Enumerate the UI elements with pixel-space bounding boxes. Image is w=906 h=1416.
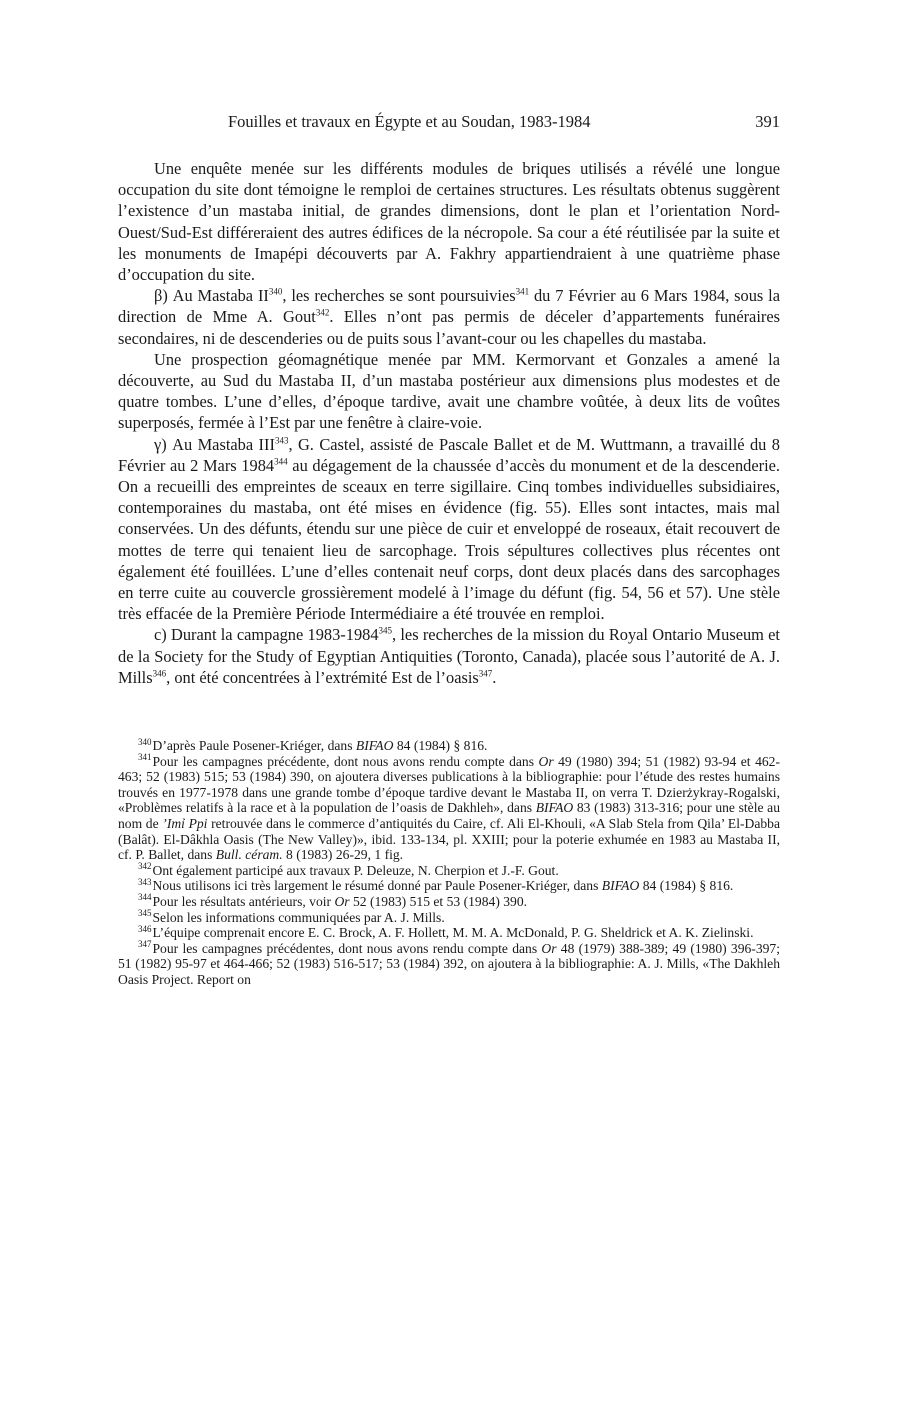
paragraph-campagne: c) Durant la campagne 1983-1984$^{345}$, les recherches de la mission du Royal Ontario Museum et de la Society for the Study of Egyptian Antiquities (Toronto, Canada), placée sous l’autorité de A. J. Mills$^{346}$, ont été concentrées à l’extrémité Est de l’oasis$^{347}$. bbox=[118, 625, 780, 687]
footnote-ref-342: 342 bbox=[315, 307, 330, 318]
paragraph-prospection: Une prospection géomagnétique menée par MM. Kermorvant et Gonzales a amené la découverte, au Sud du Mastaba II, d’un mastaba postérieur aux dimensions plus modestes et de quatre tombes. L’une d’elles, d’époque tardive, avait une chambre voûtée, à deux lits de voûtes superposés, fermée à l’Est par une fenêtre à claire-voie. bbox=[118, 349, 780, 433]
footnote-346: $^{346}$L’équipe comprenait encore E. C. Brock, A. F. Hollett, M. M. A. McDonald, P. G. Sheldrick et A. K. Zielinski. bbox=[138, 923, 754, 941]
footnote-340: $^{340}$D’après Paule Posener-Kriéger, dans BIFAO 84 (1984) § 816. bbox=[138, 736, 488, 754]
footnote-ref-344: 344 bbox=[274, 456, 288, 467]
footnotes bbox=[118, 738, 780, 988]
footnote-ref-340: 340 bbox=[268, 286, 283, 297]
footnote-ref-341: 341 bbox=[515, 286, 530, 297]
footnote-343: $^{343}$Nous utilisons ici très largement le résumé donné par Paule Posener-Kriéger, dans BIFAO 84 (1984) § 816. bbox=[138, 876, 734, 894]
footnote-ref-345: 345 bbox=[378, 626, 393, 636]
footnote-342: $^{342}$Ont également participé aux travaux P. Deleuze, N. Cherpion et J.-F. Gout. bbox=[138, 861, 559, 878]
running-title: Fouilles et travaux en Égypte et au Soudan, 1983-1984 bbox=[228, 112, 591, 131]
footnote-344: $^{344}$Pour les résultats antérieurs, voir Or 52 (1983) 515 et 53 (1984) 390. bbox=[138, 892, 528, 910]
footnote-345: $^{345}$Selon les informations communiquées par A. J. Mills. bbox=[138, 908, 445, 925]
page-number: 391 bbox=[755, 112, 780, 131]
footnote-ref-347: 347 bbox=[478, 668, 493, 679]
main-text bbox=[118, 158, 780, 688]
footnote-ref-343: 343 bbox=[274, 435, 289, 446]
footnote-341: $^{341}$Pour les campagnes précédente, dont nous avons rendu compte dans Or 49 (1980) 394; 51 (1982) 93-94 et 462-463; 52 (1983) 515; 53 (1984) 390, on ajoutera diverses publications à la bibliographie: pour l’étude des restes humains trouvés en 1977-1978 dans une grande tombe d’époque tardive devant le Mastaba II, on verra T. Dzierżykray-Rogalski, «Problèmes relatifs à la race et à la population de l’oasis de Dakhleh», dans BIFAO 83 (1983) 313-316; pour une stèle au nom de ’Imỉ Ppi retrouvée dans le commerce d’antiquités du Caire, cf. Ali El-Khouli, «A Slab Stela from Qila’ El-Dabba (Balât). El-Dâkhla Oasis (The New Valley)», ibid. 133-134, pl. XXIII; pour la poterie exhumée en 1983 au Mastaba II, cf. P. Ballet, dans Bull. céram. 8 (1983) 26-29, 1 fig. bbox=[118, 752, 781, 863]
paragraph-mastaba-ii: β) Au Mastaba II$^{340}$, les recherches se sont poursuivies$^{341}$ du 7 Février au 6 Mars 1984, sous la direction de Mme A. Gout$^{342}$. Elles n’ont pas permis de déceler d’appartements funéraires secondaires, ni de descenderies ou de puits sous l’avant-cour ou les chapelles du mastaba. bbox=[118, 286, 781, 348]
footnote-ref-346: 346 bbox=[152, 668, 167, 679]
paragraph-mastaba-iii: γ) Au Mastaba III$^{343}$, G. Castel, assisté de Pascale Ballet et de M. Wuttmann, a travaillé du 8 Février au 2 Mars 1984$^{344}$ au dégagement de la chaussée d’accès du monument et de la descenderie. On a recueilli des empreintes de sceaux en terre sigillaire. Cinq tombes individuelles subsidiaires, contemporaines du mastaba, ont été mises en évidence (fig. 55). Elles sont intactes, mais mal conservées. Un des défunts, étendu sur une pièce de cuir et enveloppé de roseaux, était recouvert de mottes de terre qui tenaient lieu de sarcophage. Trois sépultures collectives plus récentes ont également été fouillées. L’une d’elles contenait neuf corps, dont deux placés dans des sarcophages en terre cuite au couvercle grossièrement modelé à l’image du défunt (fig. 54, 56 et 57). Une stèle très effacée de la Première Période Intermédiaire a été trouvée en remploi. bbox=[118, 434, 780, 624]
footnote-347: $^{347}$Pour les campagnes précédentes, dont nous avons rendu compte dans Or 48 (1979) 388-389; 49 (1980) 396-397; 51 (1982) 95-97 et 464-466; 52 (1983) 516-517; 53 (1984) 392, on ajoutera à la bibliographie: A. J. Mills, «The Dakhleh Oasis Project. Report on bbox=[118, 939, 780, 987]
running-header bbox=[118, 112, 780, 132]
page bbox=[118, 112, 780, 988]
paragraph-1: Une enquête menée sur les différents modules de briques utilisés a révélé une longue occupation du site dont témoigne le remploi de certaines structures. Les résultats obtenus suggèrent l’existence d’un mastaba initial, de grandes dimensions, dont le plan et l’orientation Nord-Ouest/Sud-Est différeraient des autres édifices de la nécropole. Sa cour a été réutilisée par la suite et les monuments de Imapépi découverts par A. Fakhry appartiendraient à une quatrième phase d’occupation du site. bbox=[118, 159, 780, 285]
